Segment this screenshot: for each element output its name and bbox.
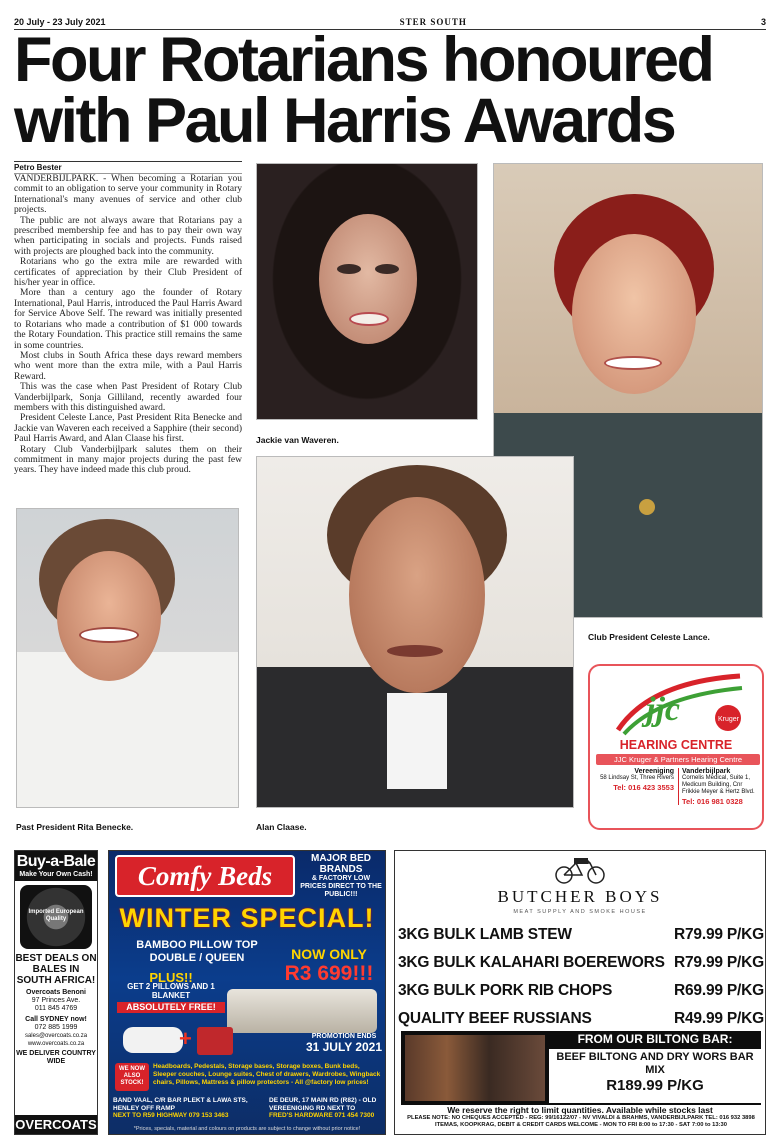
- jjc-title: HEARING CENTRE: [619, 738, 733, 752]
- biltong-image: [405, 1035, 545, 1101]
- biltong-bar: [401, 1031, 761, 1105]
- comfy-now-only: NOW ONLY: [291, 946, 367, 962]
- article-paragraph: President Celeste Lance, Past President Rita Benecke and Jackie van Waveren each received a Sapphire (their second) Paul Harris Award, and Alan Claase his first.: [14, 413, 242, 445]
- jjc-subtitle: JJC Kruger & Partners Hearing Centre: [596, 754, 760, 765]
- photo-alan-claase: [256, 456, 574, 808]
- comfy-stores: [113, 1097, 383, 1120]
- bale-tagline: Make Your Own Cash!: [15, 871, 97, 881]
- biltong-price: R189.99 P/KG: [606, 1077, 704, 1094]
- biltong-heading: FROM OUR BILTONG BAR:: [577, 1032, 733, 1046]
- ad-jjc-hearing-centre[interactable]: [588, 664, 764, 830]
- butcher-tagline: MEAT SUPPLY AND SMOKE HOUSE: [513, 909, 647, 915]
- paper-name: STER SOUTH: [399, 16, 467, 27]
- ad-comfy-beds[interactable]: [108, 850, 386, 1135]
- comfy-store-2-tel: FRED'S HARDWARE 071 454 7300: [269, 1112, 375, 1119]
- pillows-image: [123, 1027, 183, 1053]
- article-paragraph: Rotary Club Vanderbijlpark salutes them on their commitment in many major projects during the past few years. They have indeed made this club proud.: [14, 444, 242, 476]
- bale-mobile: 072 885 1999: [34, 1024, 78, 1031]
- article-paragraph: VANDERBIJLPARK. - When becoming a Rotarian you commit to an obligation to serve your community in Rotary International's many avenues of service and other club projects.: [14, 174, 242, 216]
- bale-deals: BEST DEALS ON BALES IN SOUTH AFRICA!: [15, 953, 97, 986]
- butcher-fine-1: PLEASE NOTE: NO CHEQUES ACCEPTED - REG: 99/16122/07 - NV VIVALDI & BRAHMS, VANDERBIJLPARK TEL: 016 932 3898: [407, 1115, 755, 1121]
- article-paragraph: This was the case when Past President of Rotary Club Vanderbijlpark, Sonja Gilliland, recently awarded four members with this distinguished award.: [14, 382, 242, 413]
- bale-footer: OVERCOATS: [15, 1117, 97, 1132]
- list-item: QUALITY BEEF RUSSIANS R49.99 P/KG: [398, 1010, 764, 1027]
- ad-butcher-boys[interactable]: [394, 850, 766, 1135]
- caption-celeste: Club President Celeste Lance.: [588, 632, 710, 642]
- article-paragraph: More than a century ago the founder of Rotary International, Paul Harris, introduced the Paul Harris Award for Service Above Self. The reward was initially presented to Rotarians who made a contribution of $1 000 towards the Rotary Foundation. This practice still remains the same in some countries.: [14, 288, 242, 351]
- comfy-store-1-tel: NEXT TO R59 HIGHWAY 079 153 3463: [113, 1112, 229, 1119]
- comfy-now-also: WE NOW ALSO STOCK!: [115, 1063, 149, 1091]
- butcher-note: We reserve the right to limit quantities. Available while stocks last: [447, 1105, 713, 1115]
- butcher-price-list: [398, 921, 764, 1033]
- photo-jackie-van-waveren: [256, 163, 478, 420]
- bale-title: Buy-a-Bale: [16, 853, 96, 870]
- comfy-store-2: DE DEUR, 17 MAIN RD (R82) - OLD VEREENIGING RD NEXT TO: [269, 1097, 377, 1112]
- bale-image-text: Imported European Quality: [28, 909, 84, 922]
- issue-date: 20 July - 23 July 2021: [14, 16, 106, 27]
- comfy-major: [299, 853, 383, 899]
- comfy-disclaimer: *Prices, specials, material and colours on products are subject to change without prior notice!: [133, 1126, 361, 1132]
- headline: [14, 25, 766, 156]
- butcher-fine-print: [397, 1115, 765, 1129]
- article-paragraph: Most clubs in South Africa these days reward members who went more than the extra mile, with a Paul Harris Reward.: [14, 350, 242, 382]
- photo-rita-benecke: [16, 508, 239, 808]
- jjc-logo-sub: Kruger: [718, 716, 740, 723]
- comfy-store-1: BAND VAAL, C/R BAR PLEKT & LAWA STS, HENLEY OFF RAMP: [113, 1097, 248, 1112]
- jjc-right-address: Cornelis Medical, Suite 1, Medicum Building, Cnr Frikkie Meyer & Hertz Blvd.: [682, 775, 755, 795]
- jjc-vereeniging: [592, 768, 674, 791]
- caption-alan: Alan Claase.: [256, 822, 307, 832]
- list-item: 3KG BULK KALAHARI BOEREWORS R79.99 P/KG: [398, 954, 764, 971]
- comfy-price: R3 699!!!: [284, 962, 374, 985]
- comfy-plus-title: PLUS!!: [149, 970, 193, 985]
- bale-address: 97 Princes Ave.: [31, 997, 81, 1004]
- bale-branch: Overcoats Benoni: [26, 989, 86, 996]
- article-paragraph: The public are not always aware that Rotarians pay a prescribed membership fee and has to pay their own way when participating in socials and projects. Funds raised with projects are ploughed back into the community.: [14, 215, 242, 257]
- jjc-logo-text: jjc: [646, 691, 680, 728]
- bale-website[interactable]: www.overcoats.co.za: [27, 1041, 85, 1047]
- comfy-promo-label: PROMOTION ENDS: [311, 1033, 377, 1040]
- butcher-name: BUTCHER BOYS: [497, 887, 663, 906]
- plus-icon: +: [179, 1026, 192, 1051]
- comfy-plus: [117, 970, 225, 1013]
- blanket-image: [197, 1027, 233, 1055]
- comfy-plus-items: GET 2 PILLOWS AND 1 BLANKET: [127, 982, 215, 1000]
- comfy-stock-list: Headboards, Pedestals, Storage bases, Storage boxes, Bunk beds, Sleeper couches, Lounge suites, Chest of drawers, Wardrobes, Wingback chairs, Pillows, Mattress & pillow protectors - All @factory low prices!: [153, 1063, 381, 1086]
- ad-buy-a-bale[interactable]: [14, 850, 98, 1135]
- comfy-major-sub: & FACTORY LOW PRICES DIRECT TO THE PUBLIC!!!: [300, 875, 382, 898]
- caption-jackie: Jackie van Waveren.: [256, 435, 339, 445]
- biltong-item: BEEF BILTONG AND DRY WORS BAR MIX: [556, 1051, 754, 1076]
- bale-call: Call SYDNEY now!: [25, 1016, 87, 1023]
- bale-email[interactable]: sales@overcoats.co.za: [24, 1033, 88, 1039]
- comfy-winter-special: WINTER SPECIAL!: [119, 903, 375, 933]
- jjc-left-town: Vereeniging: [634, 768, 674, 775]
- jjc-right-tel: Tel: 016 981 0328: [682, 797, 743, 806]
- comfy-promo-date: 31 JULY 2021: [305, 1040, 383, 1054]
- page-number: 3: [760, 16, 766, 27]
- article-body: [14, 174, 242, 476]
- jjc-logo-icon: [610, 672, 750, 738]
- comfy-brand: Comfy Beds: [115, 855, 295, 897]
- comfy-free: ABSOLUTELY FREE!: [117, 1002, 225, 1013]
- bale-phone: 011 845 4769: [34, 1005, 78, 1012]
- jjc-vanderbijlpark: [678, 768, 760, 805]
- comfy-major-title: MAJOR BED BRANDS: [310, 853, 371, 875]
- jjc-left-tel: Tel: 016 423 3553: [613, 783, 674, 792]
- bicycle-icon: [395, 855, 765, 890]
- bale-image: [20, 885, 92, 949]
- list-item: 3KG BULK PORK RIB CHOPS R69.99 P/KG: [398, 982, 764, 999]
- list-item: 3KG BULK LAMB STEW R79.99 P/KG: [398, 926, 764, 943]
- headline-line-1: Four Rotarians honoured: [14, 25, 713, 95]
- bale-deliver: WE DELIVER COUNTRY WIDE: [16, 1050, 96, 1065]
- jjc-left-address: 58 Lindsay St, Three Rivers: [600, 775, 674, 781]
- comfy-product: BAMBOO PILLOW TOP DOUBLE / QUEEN: [136, 939, 258, 964]
- article-paragraph: Rotarians who go the extra mile are rewarded with certificates of appreciation by their Club President of his/her year in office.: [14, 257, 242, 289]
- butcher-fine-2: ITEMAS, KOOPKRAG, DEBIT & CREDIT CARDS WELCOME - MON TO FRI 8:00 to 17:30 - SAT 7:00 to 13:30: [435, 1122, 727, 1128]
- byline: Petro Bester: [14, 161, 242, 174]
- jjc-right-town: Vanderbijlpark: [682, 768, 731, 775]
- caption-rita: Past President Rita Benecke.: [16, 822, 134, 832]
- headline-line-2: with Paul Harris Awards: [14, 86, 675, 156]
- mattress-image: [227, 989, 377, 1033]
- comfy-promo: [305, 1033, 383, 1054]
- biltong-offer: [549, 1049, 761, 1103]
